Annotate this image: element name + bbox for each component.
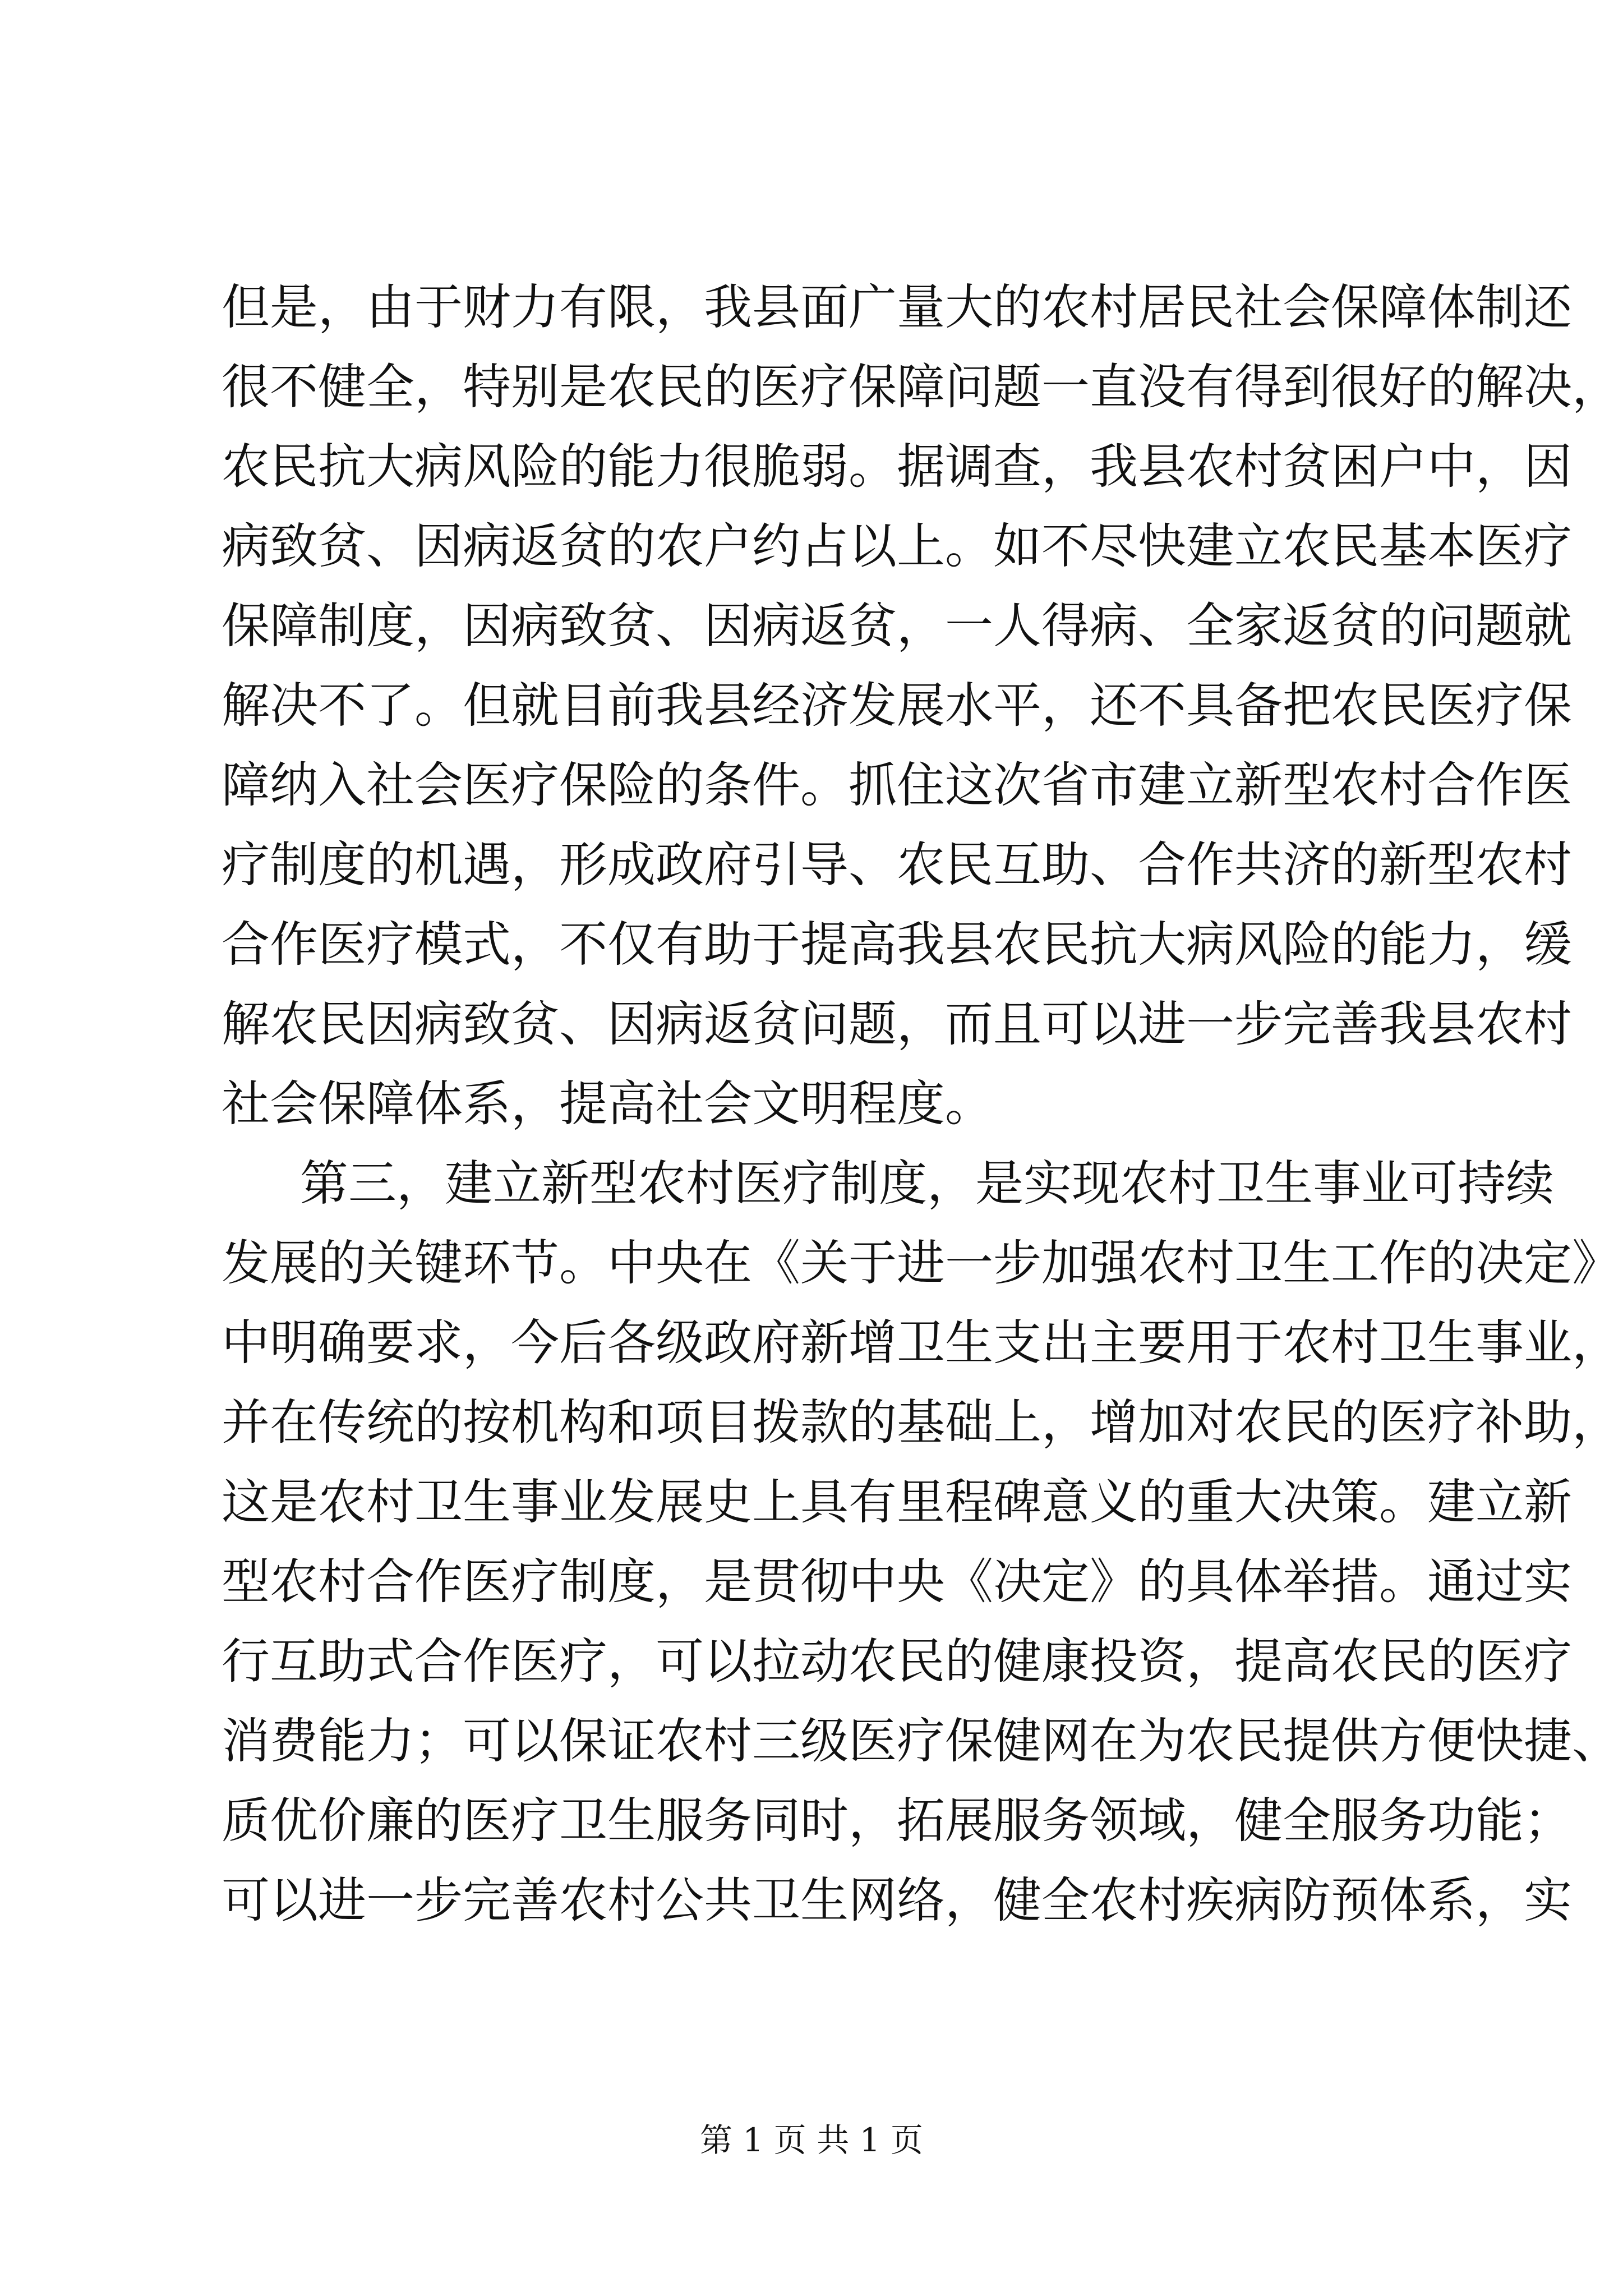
text-line: 行互助式合作医疗，可以拉动农民的健康投资，提高农民的医疗 [222,1634,1572,1690]
text-line: 解决不了。但就目前我县经济发展水平，还不具备把农民医疗保 [222,678,1572,734]
text-line: 农民抗大病风险的能力很脆弱。据调查，我县农村贫困户中，因 [222,439,1572,495]
text-line: 解农民因病致贫、因病返贫问题，而且可以进一步完善我县农村 [222,996,1572,1052]
text-line: 中明确要求，今后各级政府新增卫生支出主要用于农村卫生事业， [222,1315,1620,1371]
text-line: 型农村合作医疗制度，是贯彻中央《决定》的具体举措。通过实 [222,1554,1572,1610]
text-line: 合作医疗模式，不仅有助于提高我县农民抗大病风险的能力，缓 [222,917,1572,973]
page-number-footer: 第 1 页 共 1 页 [700,2121,923,2159]
text-line: 疗制度的机遇，形成政府引导、农民互助、合作共济的新型农村 [222,837,1572,893]
text-line: 但是，由于财力有限，我县面广量大的农村居民社会保障体制还 [222,279,1572,335]
text-line: 保障制度，因病致贫、因病返贫，一人得病、全家返贫的问题就 [222,598,1572,654]
text-line: 病致贫、因病返贫的农户约占以上。如不尽快建立农民基本医疗 [222,518,1572,574]
text-line: 并在传统的按机构和项目拨款的基础上，增加对农民的医疗补助， [222,1395,1620,1451]
text-line: 很不健全，特别是农民的医疗保障问题一直没有得到很好的解决， [222,359,1620,415]
text-line: 这是农村卫生事业发展史上具有里程碑意义的重大决策。建立新 [222,1474,1572,1530]
text-line: 社会保障体系，提高社会文明程度。 [222,1076,993,1132]
text-line: 质优价廉的医疗卫生服务同时，拓展服务领域，健全服务功能； [222,1793,1572,1849]
text-line: 可以进一步完善农村公共卫生网络，健全农村疾病防预体系，实 [222,1872,1572,1929]
text-line: 发展的关键环节。中央在《关于进一步加强农村卫生工作的决定》 [222,1235,1620,1291]
text-line: 障纳入社会医疗保险的条件。抓住这次省市建立新型农村合作医 [222,757,1572,813]
text-line: 第三，建立新型农村医疗制度，是实现农村卫生事业可持续 [300,1156,1554,1212]
text-line: 消费能力；可以保证农村三级医疗保健网在为农民提供方便快捷、 [222,1713,1620,1769]
